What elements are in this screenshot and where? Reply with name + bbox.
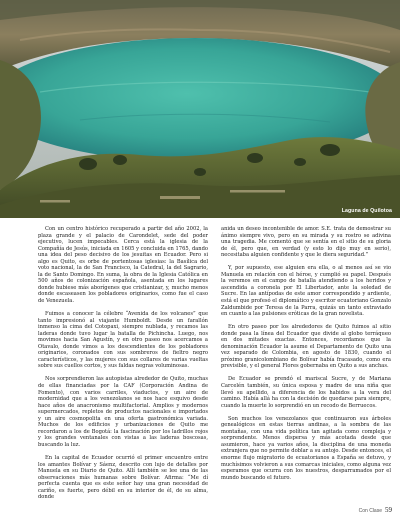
paragraph: En la capital de Ecuador ocurrió el primer encuentro entre los amantes Bolívar y Sáenz, descrito con lujo de detalles por Manuela en su Diario de Quito. Allí también se lee una de las observaciones más humanas sobre Bolívar. Afirma: “Me dí perfecta cuenta que es este señor hay una gran necesidad de cariño, es fuerte, pero débil en su interior de él, de su alma, donde	[38, 455, 208, 501]
article-column-left	[38, 226, 208, 501]
paragraph: De Ecuador se prendó el mariscal Sucre, y de Mariana Carcelén también, su única esposa y madre de una niña que llevó su apellido, a diferencia de los habidos a la vera del camino. Había allá ha con la decisión de quedarse para siempre, cuando la muerte lo sorprendió en un recodo de Berruecos.	[221, 376, 391, 409]
page-footer	[359, 506, 392, 514]
paragraph: anida un deseo incontenible de amor. S.E. trata de demostrar su ánimo siempre vivo, pero en su mirada y su rostro se adivina una tragedia. Me comentó que se sentía en el sitio de su gloria de él, pero que, en verdad (y esto lo dijo muy en serio), necesitaba alguien confidente y que le diera seguridad.”	[221, 226, 391, 259]
paragraph: En otro paseo por los alrededores de Quito fuimos al sitio donde pasa la línea del Ecuador que divide al globo terráqueo en dos mitades exactas. Entonces, recordamos que la denominación Ecuador la asume el Departamento de Quito una vez separado de Colombia, en agosto de 1830, cuando el próximo granicolombiano de Bolívar había fracasado, como era previsible, y el general Flores gobernaba en Quito a sus anchas.	[221, 324, 391, 370]
paragraph: Son muchos los venezolanos que continuaron sus árboles genealógicos en estas tierras andinas, a la sombra de las montañas, con una vida política tan agitada como compleja y sorprendente. Menos dispersa y más acotada desde que asumieron, hace ya varios años, la disciplina de una moneda extranjera que no permite doblar a su antojo. Desde entonces, el enorme flujo migratorio de ecuatorianos a España se detuvo, y muchísimos volvieron a sus comarcas iniciales, como alguna vez esperamos que ocurra con los nuestros, desparramados por el mundo buscando el futuro.	[221, 415, 391, 481]
photo-caption: Laguna de Quilotoa	[341, 208, 392, 214]
paragraph: Con un centro histórico recuperado a partir del año 2002, la plaza grande y el palacio de Carondelet, sede del poder ejecutivo, lucen impecables. Cerca está la iglesia de la Compañía de Jesús, iniciada en 1605 y concluida en 1765, dando una idea del peso decisivo de los jesuitas en Ecuador. Pero si algo es Quito, es orbe de portentosas iglesias: la Basílica del voto nacional, la de San Francisco, la Catedral, la del Sagrario, la de Santo Domingo. En suma, la obra de la Iglesia Católica en 500 años de colonización española, asentada en los lugares donde hubiese más aborígenes que cristianizar, y, mucho menos donde escaseasen los pobladores originarios, como fue el caso de Venezuela.	[38, 226, 208, 305]
paragraph: Nos sorprendieron las autopistas alrededor de Quito, muchas de ellas financiadas por la CAF (Corporación Andina de Fomento), con varios carriles, viaductos, y un aire de modernidad que a los venezolanos se nos hace esquivo desde hace años de anacronismo multifactorial. Amplios y modernos supermercados, repletos de productos nacionales e importados y un aire cosmopolita en una oferta gastronómica variada. Muchos de los edificios y urbanizaciones de Quito me recordaron a los de Bogotá: la fascinación por los ladrillos rojos y los grandes ventanales con vistas a las laderas boscosas, buscando la luz.	[38, 376, 208, 448]
magazine-name: Con Clase	[358, 508, 382, 514]
quilotoa-crater-illustration	[0, 0, 400, 218]
paragraph: Fuimos a conocer la célebre “Avenida de los volcanes” que tanto impresionó al viajante Humboldt. Desde un farallón inmenso la cima del Cotopaxi, siempre nublada, y recamos las laderas donde tuvo lugar la batalla de Pichincha. Luego, nos movimos hacia San Agustín, y en otro paseo nos acercamos a Otavalo, donde vimos a los descendientes de los pobladores originarios, coronados con sus sombreros de fieltro negro característicos, y las mujeres con sus collares de varias vueltas sobre sus cuellos cortos, y sus faldas negras voluminosas.	[38, 311, 208, 370]
paragraph: Y, por supuesto, ese alguien era ella, o al menos así se vio Manuela en relación con el héroe, y cumplió su papel. Después la veremos en el campo de batalla atendiendo a los heridos y ascendida a coronela por El Libertador, ante la soledad de Sucre. En las antípodas de este amor correspondido y ardiente, está el que profesó el diplomático y escritor ecuatoriano Gonzalo Zaldumbide por Teresa de la Parra, quizás un tanto extraviado en cuanto a las pulsiones eróticas de la gran novelista.	[221, 265, 391, 318]
page-number: 59	[385, 506, 392, 514]
article-column-right	[221, 226, 391, 481]
lake-photo	[0, 0, 400, 218]
